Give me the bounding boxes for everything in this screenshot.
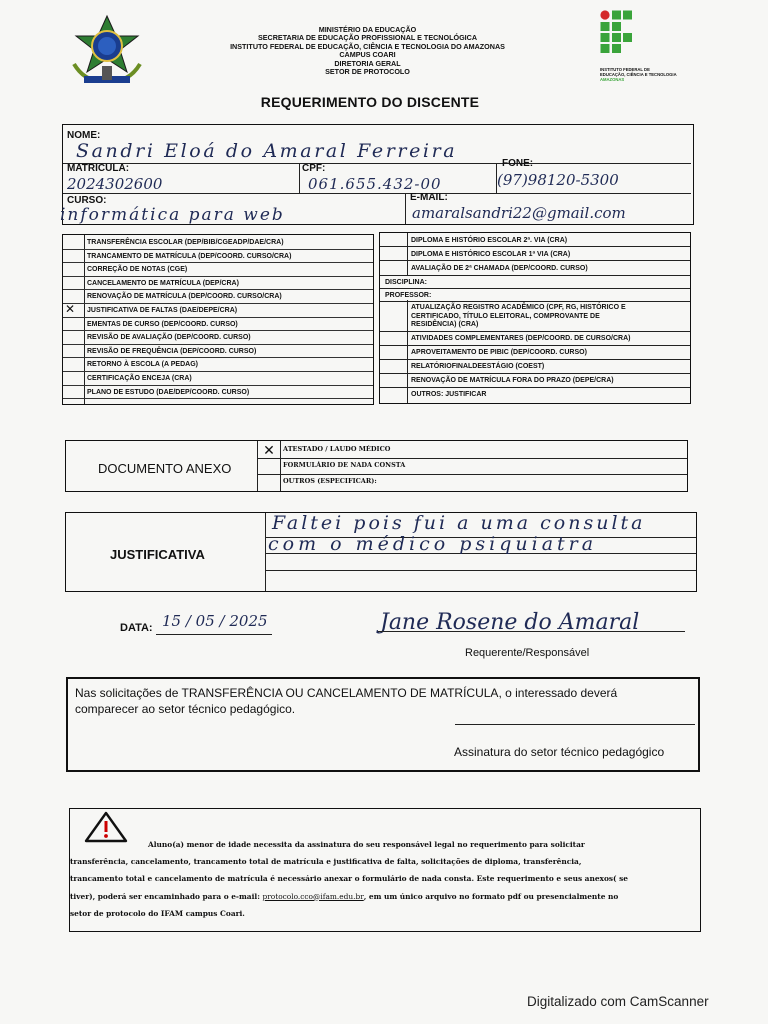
data-label: DATA: [120,622,153,634]
professor-label: PROFESSOR: [385,292,432,299]
anexo-option-nada-consta[interactable]: FORMULÁRIO DE NADA CONSTA [283,461,406,469]
ifam-logo-text: EDUCAÇÃO, CIÊNCIA E TECNOLOGIA [600,72,677,77]
left-option-row[interactable] [63,358,373,372]
warning-text [70,836,700,922]
header-line: INSTITUTO FEDERAL DE EDUCAÇÃO, CIÊNCIA E TECNOLOGIA DO AMAZONAS [230,41,505,51]
justificativa-label: JUSTIFICATIVA [110,547,205,562]
left-option-label: TRANSFERÊNCIA ESCOLAR (DEP/BIB/CGEADP/DAE/CRA) [87,239,284,246]
left-option-row[interactable] [63,250,373,264]
ifam-logo-text: AMAZONAS [600,77,625,82]
anexo-check-atestado[interactable]: ✕ [263,442,275,458]
warning-email-suffix: , em um único arquivo no formato pdf ou presencialmente no [363,891,619,901]
requerente-caption: Requerente/Responsável [465,647,590,659]
header-line: DIRETORIA GERAL [334,58,401,68]
data-field[interactable]: 15 / 05 / 2025 [162,612,268,630]
justificativa-line-1[interactable]: Faltei pois fui a uma consulta [272,512,646,534]
option-relatorio-estagio[interactable]: RELATÓRIOFINALDEESTÁGIO (COEST) [411,363,545,370]
left-option-label: RETORNO À ESCOLA (A PEDAG) [87,361,198,369]
ifam-logo-text: INSTITUTO FEDERAL DE [600,67,650,72]
check-mark-icon: ✕ [65,301,76,316]
option-atualizacao-line: CERTIFICADO, TÍTULO ELEITORAL, COMPROVANTE DE [411,312,600,320]
left-option-label: REVISÃO DE FREQUÊNCIA (DEP/COORD. CURSO) [87,347,257,355]
left-option-label: CORREÇÃO DE NOTAS (CGE) [87,266,188,274]
nome-field[interactable]: Sandri Eloá do Amaral Ferreira [76,140,458,162]
protocol-email-link[interactable]: protocolo.cco@ifam.edu.br [262,891,364,901]
option-renovacao-fora-prazo[interactable]: RENOVAÇÃO DE MATRÍCULA FORA DO PRAZO (DEPE/CRA) [411,377,614,384]
header-line: SETOR DE PROTOCOLO [325,67,410,77]
ifam-logo-icon [600,10,634,58]
setor-tecnico-signature-caption: Assinatura do setor técnico pedagógico [454,745,665,759]
left-option-label: EMENTAS DE CURSO (DEP/COORD. CURSO) [87,320,238,328]
option-aproveitamento-pibic[interactable]: APROVEITAMENTO DE PIBIC (DEP/COORD. CURSO) [411,349,587,356]
left-option-row[interactable] [63,301,373,318]
left-option-row[interactable] [63,263,373,277]
header-line: MINISTÉRIO DA EDUCAÇÃO [318,25,417,34]
notice-line-2: comparecer ao setor técnico pedagógico. [75,702,296,716]
left-option-row[interactable] [63,236,373,250]
brasao-coat-of-arms [66,14,148,92]
left-option-row[interactable] [63,318,373,332]
page-title: REQUERIMENTO DO DISCENTE [260,94,480,110]
curso-label: CURSO: [67,195,107,206]
option-diploma-2via[interactable]: DIPLOMA E HISTÓRIO ESCOLAR 2ª. VIA (CRA) [411,237,568,244]
matricula-field[interactable]: 2024302600 [67,175,163,193]
left-option-label: REVISÃO DE AVALIAÇÃO (DEP/COORD. CURSO) [87,334,251,342]
header-line: CAMPUS COARI [339,50,396,60]
header-line: SECRETARIA DE EDUCAÇÃO PROFISSIONAL E TECNOLÓGICA [257,33,478,43]
notice-prefix: Nas solicitações de [75,686,182,700]
curso-field[interactable]: informática para web [60,205,285,225]
warning-line: setor de protocolo do IFAM campus Coari. [70,908,245,918]
anexo-option-outros[interactable]: OUTROS (ESPECIFICAR): [283,477,377,485]
anexo-option-atestado[interactable]: ATESTADO / LAUDO MÉDICO [283,445,391,453]
left-option-label: TRANCAMENTO DE MATRÍCULA (DEP/COORD. CURSO/CRA) [87,252,292,260]
matricula-label: MATRICULA: [67,163,130,174]
cpf-field[interactable]: 061.655.432-00 [308,175,442,193]
requerente-signature: Jane Rosene do Amaral [380,610,640,635]
warning-line: transferência, cancelamento, trancamento total de matrícula e justificativa de falta, solicitações de diploma, transferência, [70,857,582,867]
left-option-row[interactable] [63,372,373,386]
left-option-label: RENOVAÇÃO DE MATRÍCULA (DEP/COORD. CURSO/CRA) [87,293,282,301]
cpf-label: CPF: [302,163,326,174]
justificativa-line-2[interactable]: com o médico psiquiatra [268,533,598,555]
warning-line: trancamento total e cancelamento de matrícula é necessário anexar o formulário de nada consta. Este requerimento e seus anexos( se [70,874,628,884]
ifam-logo [600,10,700,90]
left-option-row[interactable] [63,331,373,345]
left-option-row[interactable] [63,277,373,291]
left-option-label: PLANO DE ESTUDO (DAE/DEP/COORD. CURSO) [87,388,250,396]
camscanner-watermark: Digitalizado com CamScanner [527,994,709,1009]
left-option-row[interactable] [63,290,373,304]
left-options-list [63,236,373,399]
option-atualizacao-registro[interactable] [411,304,626,330]
email-label: E-MAIL: [410,192,448,203]
warning-line: Aluno(a) menor de idade necessita da assinatura do seu responsável legal no requerimento para solicitar [148,840,585,849]
institution-header [200,26,535,76]
documento-anexo-label: DOCUMENTO ANEXO [98,461,232,476]
disciplina-label: DISCIPLINA: [385,279,427,286]
option-outros-justificar[interactable]: OUTROS: JUSTIFICAR [411,391,487,398]
option-diploma-1via[interactable]: DIPLOMA E HISTÓRICO ESCOLAR 1ª VIA (CRA) [411,251,571,258]
left-option-label: CERTIFICAÇÃO ENCEJA (CRA) [87,374,192,382]
left-option-label: CANCELAMENTO DE MATRÍCULA (DEP/CRA) [87,279,239,287]
right-options-area [380,233,690,403]
left-option-row[interactable] [63,345,373,359]
fone-label: FONE: [502,158,534,169]
notice-text [75,686,617,700]
nome-label: NOME: [67,130,101,141]
option-avaliacao-2chamada[interactable]: AVALIAÇÃO DE 2ª CHAMADA (DEP/COORD. CURSO) [411,265,588,272]
left-option-row[interactable] [63,386,373,400]
notice-suffix: , o interessado deverá [498,686,618,700]
notice-caps: TRANSFERÊNCIA OU CANCELAMENTO DE MATRÍCULA [181,686,499,700]
option-atividades-complementares[interactable]: ATIVIDADES COMPLEMENTARES (DEP/COORD. DE CURSO/CRA) [411,335,631,342]
fone-field[interactable]: (97)98120-5300 [497,171,619,189]
warning-line-email [70,888,700,905]
warning-email-prefix: tiver), poderá ser encaminhado para o e-mail: [70,891,263,901]
email-field[interactable]: amaralsandri22@gmail.com [412,204,626,222]
brasao-label [64,72,150,78]
left-option-label: JUSTIFICATIVA DE FALTAS (DAE/DEPE/CRA) [87,306,238,314]
option-atualizacao-line: ATUALIZAÇÃO REGISTRO ACADÊMICO (CPF, RG, HISTÓRICO E [411,304,626,311]
option-atualizacao-line: RESIDÊNCIA) (CRA) [411,321,479,328]
